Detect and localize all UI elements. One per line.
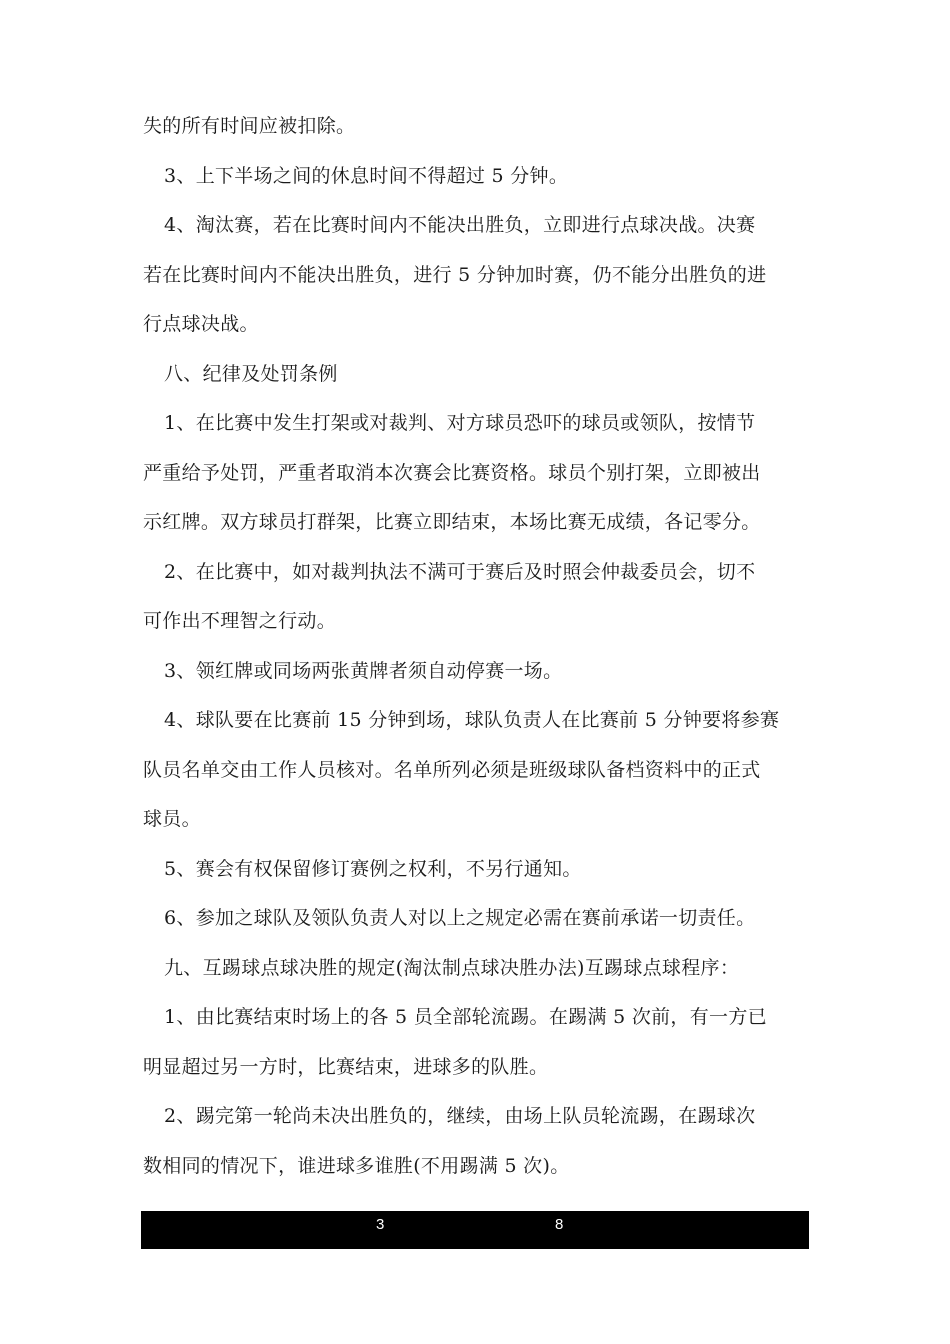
page-number-total: 8 — [555, 1216, 564, 1233]
page-footer — [141, 1211, 809, 1249]
text-line: 1、由比赛结束时场上的各 5 员全部轮流踢。在踢满 5 次前，有一方已 — [164, 1006, 767, 1028]
text-line: 严重给予处罚，严重者取消本次赛会比赛资格。球员个别打架，立即被出 — [143, 461, 761, 484]
text-line: 失的所有时间应被扣除。 — [143, 115, 356, 137]
text-line: 球员。 — [143, 808, 201, 830]
text-line: 4、淘汰赛，若在比赛时间内不能决出胜负，立即进行点球决战。决赛 — [164, 214, 756, 236]
document-body — [143, 102, 809, 1191]
text-line: 行点球决战。 — [143, 313, 259, 335]
section-heading: 八、纪律及处罚条例 — [164, 362, 338, 385]
text-line: 若在比赛时间内不能决出胜负，进行 5 分钟加时赛，仍不能分出胜负的进 — [143, 263, 767, 286]
text-line: 明显超过另一方时，比赛结束，进球多的队胜。 — [143, 1055, 549, 1078]
text-line: 可作出不理智之行动。 — [143, 610, 337, 632]
text-line: 2、踢完第一轮尚未决出胜负的，继续，由场上队员轮流踢，在踢球次 — [164, 1105, 756, 1127]
section-heading: 九、互踢球点球决胜的规定(淘汰制点球决胜办法)互踢球点球程序： — [164, 956, 740, 979]
text-line: 3、上下半场之间的休息时间不得超过 5 分钟。 — [164, 164, 569, 187]
text-line: 1、在比赛中发生打架或对裁判、对方球员恐吓的球员或领队，按情节 — [164, 412, 756, 434]
page-number-current: 3 — [376, 1216, 385, 1233]
text-line: 队员名单交由工作人员核对。名单所列必须是班级球队备档资料中的正式 — [143, 758, 761, 781]
text-line: 2、在比赛中，如对裁判执法不满可于赛后及时照会仲裁委员会，切不 — [164, 560, 756, 583]
text-line: 5、赛会有权保留修订赛例之权利，不另行通知。 — [164, 857, 582, 880]
text-line: 数相同的情况下，谁进球多谁胜(不用踢满 5 次)。 — [143, 1154, 570, 1177]
text-line: 4、球队要在比赛前 15 分钟到场，球队负责人在比赛前 5 分钟要将参赛 — [164, 709, 780, 731]
text-line: 6、参加之球队及领队负责人对以上之规定必需在赛前承诺一切责任。 — [164, 907, 756, 929]
text-line: 示红牌。双方球员打群架，比赛立即结束，本场比赛无成绩，各记零分。 — [143, 511, 761, 533]
text-line: 3、领红牌或同场两张黄牌者须自动停赛一场。 — [164, 659, 563, 682]
